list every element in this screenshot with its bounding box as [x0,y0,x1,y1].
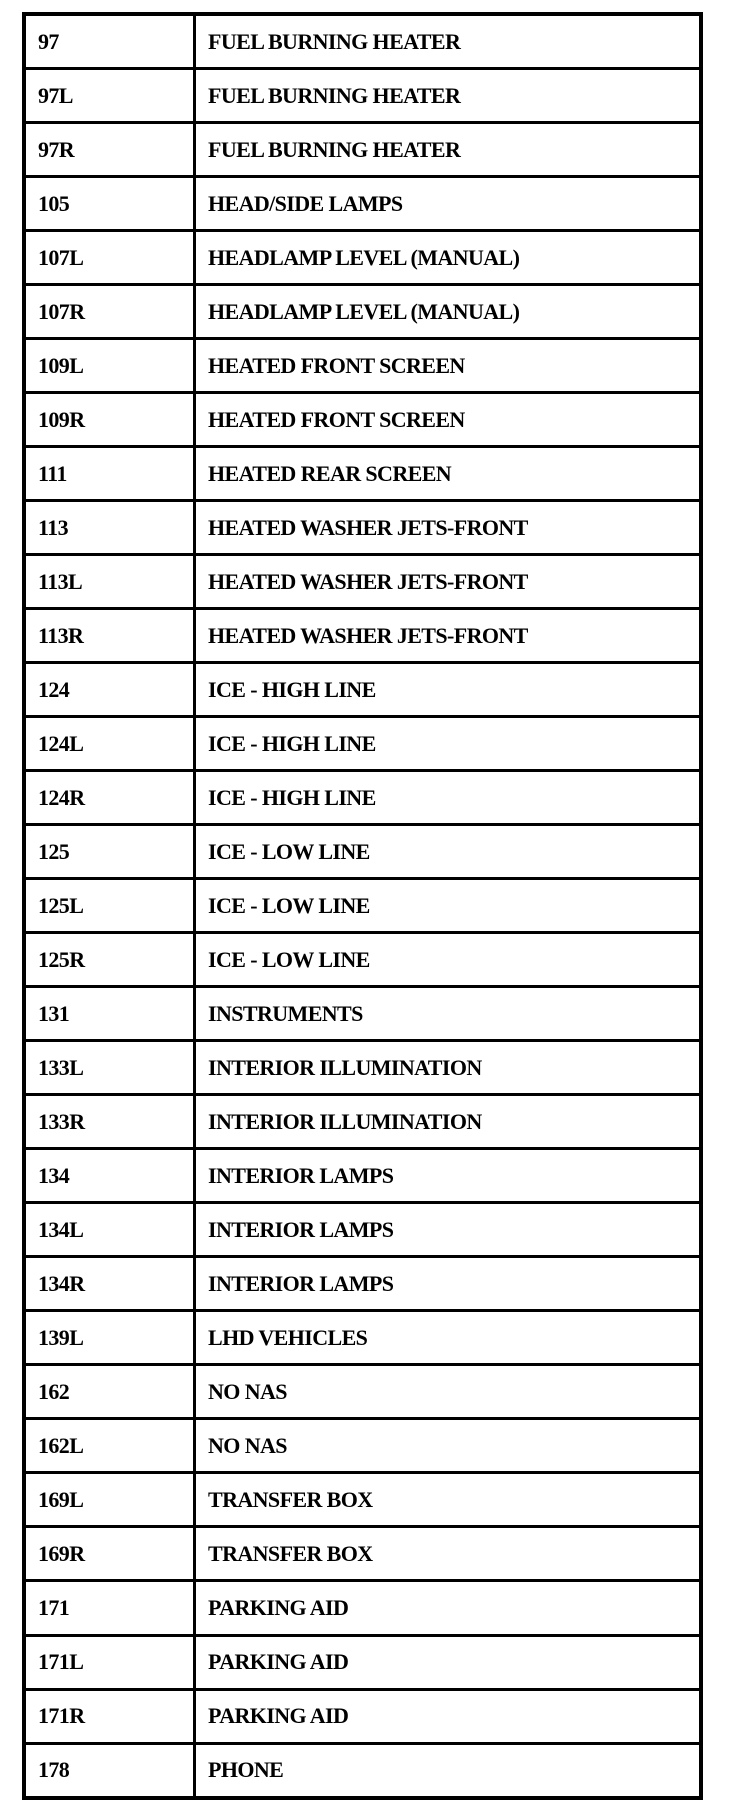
table-row [24,1041,701,1095]
description-cell: PHONE [195,1743,702,1798]
table-row [24,1311,701,1365]
description-cell: PARKING AID [195,1581,702,1635]
code-cell: 124R [24,771,195,825]
description-cell: PARKING AID [195,1689,702,1743]
description-cell: HEATED WASHER JETS-FRONT [195,501,702,555]
code-cell: 113R [24,609,195,663]
code-cell: 169R [24,1527,195,1581]
table-row [24,1689,701,1743]
table-row [24,123,701,177]
description-cell: INTERIOR LAMPS [195,1149,702,1203]
code-cell: 113 [24,501,195,555]
code-cell: 97R [24,123,195,177]
table-row [24,1095,701,1149]
table-row [24,69,701,123]
code-cell: 125 [24,825,195,879]
table-row [24,1419,701,1473]
code-description-table [22,12,703,1800]
code-cell: 169L [24,1473,195,1527]
code-cell: 125R [24,933,195,987]
description-cell: NO NAS [195,1365,702,1419]
code-cell: 162 [24,1365,195,1419]
description-cell: HEATED FRONT SCREEN [195,339,702,393]
table-row [24,1527,701,1581]
table-row [24,285,701,339]
description-cell: INTERIOR LAMPS [195,1203,702,1257]
description-cell: ICE - LOW LINE [195,879,702,933]
code-cell: 134R [24,1257,195,1311]
code-cell: 124 [24,663,195,717]
description-cell: HEAD/SIDE LAMPS [195,177,702,231]
table-body [24,14,701,1798]
table-row [24,1365,701,1419]
description-cell: HEATED WASHER JETS-FRONT [195,555,702,609]
code-cell: 133R [24,1095,195,1149]
table-row [24,501,701,555]
code-cell: 171 [24,1581,195,1635]
code-cell: 171L [24,1635,195,1689]
description-cell: INTERIOR LAMPS [195,1257,702,1311]
description-cell: FUEL BURNING HEATER [195,123,702,177]
description-cell: HEATED FRONT SCREEN [195,393,702,447]
table-row [24,1581,701,1635]
code-cell: 178 [24,1743,195,1798]
table-row [24,663,701,717]
description-cell: TRANSFER BOX [195,1527,702,1581]
code-cell: 111 [24,447,195,501]
code-cell: 113L [24,555,195,609]
description-cell: PARKING AID [195,1635,702,1689]
description-cell: HEADLAMP LEVEL (MANUAL) [195,231,702,285]
code-cell: 97 [24,14,195,69]
description-cell: NO NAS [195,1419,702,1473]
description-cell: ICE - LOW LINE [195,933,702,987]
table-row [24,933,701,987]
table-row [24,231,701,285]
table-row [24,879,701,933]
description-cell: INTERIOR ILLUMINATION [195,1041,702,1095]
code-cell: 139L [24,1311,195,1365]
table-row [24,1635,701,1689]
description-cell: HEADLAMP LEVEL (MANUAL) [195,285,702,339]
table-row [24,717,701,771]
code-cell: 109R [24,393,195,447]
code-cell: 133L [24,1041,195,1095]
table-row [24,825,701,879]
code-cell: 124L [24,717,195,771]
table-row [24,14,701,69]
description-cell: TRANSFER BOX [195,1473,702,1527]
description-cell: INTERIOR ILLUMINATION [195,1095,702,1149]
code-cell: 107L [24,231,195,285]
code-cell: 162L [24,1419,195,1473]
code-cell: 131 [24,987,195,1041]
code-cell: 97L [24,69,195,123]
description-cell: INSTRUMENTS [195,987,702,1041]
table-row [24,1743,701,1798]
table-row [24,987,701,1041]
table-row [24,1257,701,1311]
table-row [24,1203,701,1257]
table-row [24,339,701,393]
code-cell: 134 [24,1149,195,1203]
code-cell: 107R [24,285,195,339]
code-cell: 171R [24,1689,195,1743]
table-row [24,1149,701,1203]
table-row [24,393,701,447]
code-cell: 109L [24,339,195,393]
code-cell: 105 [24,177,195,231]
description-cell: ICE - HIGH LINE [195,663,702,717]
table-row [24,555,701,609]
description-cell: FUEL BURNING HEATER [195,14,702,69]
code-cell: 134L [24,1203,195,1257]
table-row [24,771,701,825]
description-cell: HEATED REAR SCREEN [195,447,702,501]
description-cell: ICE - HIGH LINE [195,717,702,771]
description-cell: ICE - LOW LINE [195,825,702,879]
code-cell: 125L [24,879,195,933]
description-cell: LHD VEHICLES [195,1311,702,1365]
table-row [24,177,701,231]
table-row [24,1473,701,1527]
description-cell: HEATED WASHER JETS-FRONT [195,609,702,663]
table-row [24,609,701,663]
description-cell: FUEL BURNING HEATER [195,69,702,123]
description-cell: ICE - HIGH LINE [195,771,702,825]
table-row [24,447,701,501]
